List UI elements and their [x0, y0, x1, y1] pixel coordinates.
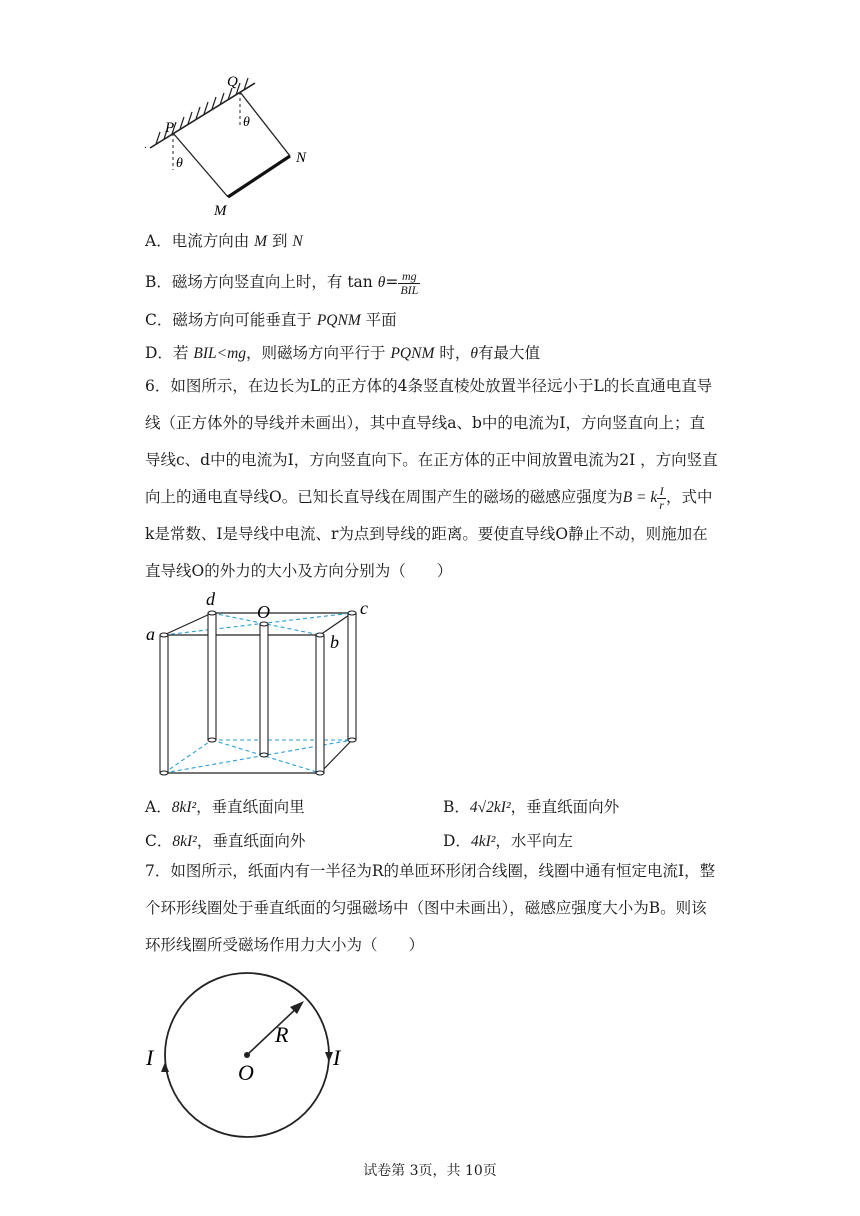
q5-option-b: B．磁场方向竖直向上时，有 tan θ= $\frac{mg}{\text{BIL}}$ [145, 268, 419, 297]
q6-cube-figure [140, 588, 380, 788]
wire-a [160, 633, 168, 775]
label-b: b [330, 632, 339, 652]
q6-option-a: A．8kI²，垂直纸面向里 [145, 798, 305, 816]
label-o: O [257, 602, 270, 622]
label-d: d [206, 589, 215, 609]
q5-figure [140, 70, 320, 220]
label-O: O [238, 1060, 254, 1085]
q6-option-c: C．8kI²，垂直纸面向外 [145, 832, 306, 850]
label-theta-P: θ [176, 156, 183, 171]
label-a: a [146, 624, 155, 644]
fraction-I-over-r: $\frac{I}{r}$ [659, 483, 664, 512]
q6-stem: 6．如图所示，在边长为L的正方体的4条竖直棱处放置半径远小于L的长直通电直导线（正方体外的导线并未画出），其中直导线a、b中的电流为I，方向竖直向上；直导线c、d中的电流为I，方向竖直向下。在正方体的正中间放置电流为2I ，方向竖直向上的通电直导线O。已知长直导线在周围产生的磁场的磁感应强度为B = k $\frac{I}{r}$ ，式中k是常数、I是导线中电流、r为点到导线的距离。要使直导线O静止不动，则施加在直导线O的外力的大小及方向分别为（ ） [145, 377, 718, 580]
ceiling-line [150, 83, 255, 148]
label-M: M [214, 203, 227, 219]
wire-b [316, 633, 324, 775]
label-theta-Q: θ [243, 115, 250, 130]
label-R: R [275, 1022, 289, 1047]
wire-d [208, 611, 216, 742]
q5-option-d: D．若 BIL<mg，则磁场方向平行于 PQNM 时，θ有最大值 [145, 344, 540, 362]
rod-MN [228, 156, 290, 197]
q5-option-c: C．磁场方向可能垂直于 PQNM 平面 [145, 311, 397, 329]
wire-c [348, 611, 356, 742]
label-I-right: I [333, 1045, 341, 1070]
q6-option-d: D．4kI²，水平向左 [443, 832, 573, 850]
current-arrow-left [161, 1062, 169, 1072]
center-dot [244, 1052, 250, 1058]
label-P: P [165, 120, 175, 136]
q7-ring-figure [140, 970, 360, 1150]
wire-o [260, 622, 268, 757]
q5-option-a: A．电流方向由 M 到 N [145, 232, 303, 250]
small-tick: · [144, 143, 147, 154]
label-N: N [296, 150, 307, 166]
label-Q: Q [227, 74, 238, 90]
page-footer: 试卷第 3页，共 10页 [363, 1163, 497, 1179]
fraction-mg-over-BIL: $\frac{mg}{\text{BIL}}$ [400, 268, 419, 297]
radius-line [247, 1005, 300, 1055]
label-c: c [360, 598, 368, 618]
current-arrow-right [325, 1052, 333, 1062]
label-I-left: I [146, 1045, 154, 1070]
q6-option-b: B．4√2kI²，垂直纸面向外 [443, 798, 620, 816]
q7-stem: 7．如图所示，纸面内有一半径为R的单匝环形闭合线圈，线圈中通有恒定电流I，整个环形线圈处于垂直纸面的匀强磁场中（图中未画出），磁感应强度大小为B。则该环形线圈所受磁场作用力大小为（ ） [145, 862, 716, 954]
